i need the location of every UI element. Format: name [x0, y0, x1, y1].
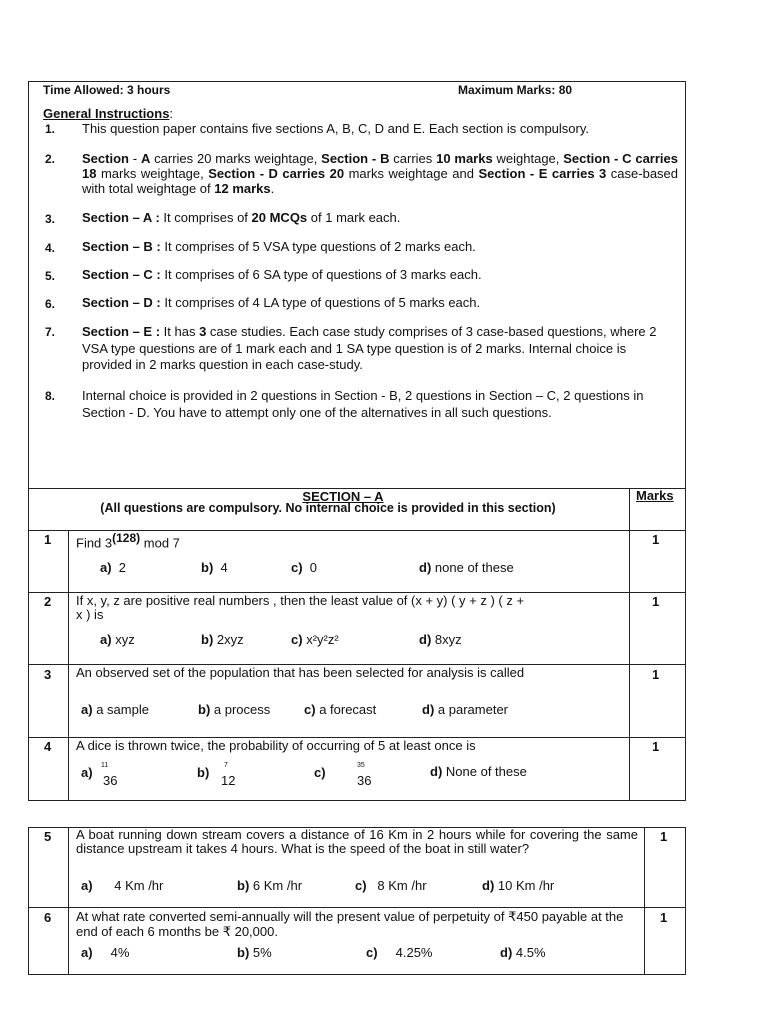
section-title: SECTION – A: [302, 489, 384, 504]
instruction-item-6: Section – D : It comprises of 4 LA type of questions of 5 marks each.: [82, 295, 481, 310]
option-b[interactable]: b) 2xyz: [201, 632, 244, 647]
instruction-number: 7.: [45, 325, 56, 339]
instruction-number: 8.: [45, 389, 56, 403]
divider: [28, 907, 686, 908]
option-d[interactable]: d) 8xyz: [419, 632, 462, 647]
option-b[interactable]: b) 6 Km /hr: [237, 878, 303, 893]
section-subtitle: (All questions are compulsory. No internal choice is provided in this section): [100, 501, 556, 515]
option-c-label[interactable]: c): [314, 765, 326, 780]
question-number: 3: [44, 667, 52, 682]
option-d[interactable]: d) 10 Km /hr: [482, 878, 555, 893]
question-number: 5: [44, 829, 52, 844]
option-c[interactable]: c) a forecast: [304, 702, 377, 717]
instruction-item-3: Section – A : It comprises of 20 MCQs of 1 mark each.: [82, 210, 401, 225]
question-text: A boat running down stream covers a distance of 16 Km in 2 hours while for covering the same distance upstream it takes 4 hours. What is the speed of the boat in still water?: [76, 827, 638, 856]
instructions-heading: General Instructions:: [43, 106, 174, 121]
question-text: A dice is thrown twice, the probability of occurring of 5 at least once is: [76, 738, 476, 753]
text-run: weightage,: [492, 151, 564, 166]
instruction-number: 5.: [45, 269, 56, 283]
option-b[interactable]: b) 4: [201, 560, 228, 575]
text-run: Section - D carries 20: [208, 166, 345, 181]
divider: [629, 488, 630, 801]
option-a[interactable]: a) 4%: [81, 945, 130, 960]
text-run: Section - B: [321, 151, 390, 166]
question-text: If x, y, z are positive real numbers , then the least value of (x + y) ( y + z ) ( z + x ) is: [76, 593, 525, 622]
text-run: Section - E carries 3: [478, 166, 607, 181]
maximum-marks: Maximum Marks: 80: [458, 83, 573, 97]
fraction-denominator: 12: [221, 773, 236, 788]
text-run: -: [128, 151, 141, 166]
option-a[interactable]: a) xyz: [100, 632, 135, 647]
instructions-box: [28, 81, 686, 489]
text-run: carries 20 marks weightage,: [150, 151, 322, 166]
fraction-denominator: 36: [103, 773, 118, 788]
option-b[interactable]: b) a process: [198, 702, 271, 717]
instruction-item-1: This question paper contains five sections A, B, C, D and E. Each section is compulsory.: [82, 121, 590, 136]
fraction-numerator: 11: [101, 762, 109, 769]
divider: [68, 530, 69, 801]
question-marks: 1: [652, 532, 660, 547]
question-marks: 1: [652, 739, 660, 754]
option-a[interactable]: a) a sample: [81, 702, 149, 717]
question-marks: 1: [660, 829, 668, 844]
question-text: Find 3$^{(128)}$ mod 7: [76, 531, 180, 551]
text-run: Section: [82, 151, 129, 166]
text-run: 12 marks: [214, 181, 271, 196]
option-d[interactable]: d) none of these: [419, 560, 514, 575]
instruction-number: 3.: [45, 212, 56, 226]
instruction-item-8: Internal choice is provided in 2 questions in Section - B, 2 questions in Section – C, 2 questions in Section - D. You have to attempt only one of the alternatives in all such questions.: [82, 388, 644, 420]
option-d[interactable]: d) None of these: [430, 764, 527, 779]
question-marks: 1: [652, 594, 660, 609]
text-run: .: [270, 181, 275, 196]
option-d[interactable]: d) 4.5%: [500, 945, 546, 960]
text-run: marks weightage and: [344, 166, 479, 181]
instruction-number: 1.: [45, 122, 56, 136]
marks-header: Marks: [636, 488, 674, 503]
option-c[interactable]: c) 8 Km /hr: [355, 878, 427, 893]
text-run: marks weightage,: [96, 166, 209, 181]
question-number: 6: [44, 910, 52, 925]
question-text: At what rate converted semi-annually will the present value of perpetuity of ₹450 payable at the end of each 6 months be ₹ 20,000.: [76, 909, 624, 939]
instruction-item-5: Section – C : It comprises of 6 SA type of questions of 3 marks each.: [82, 267, 482, 282]
question-number: 2: [44, 594, 52, 609]
text-run: 10 marks: [436, 151, 493, 166]
instruction-item-7: Section – E : It has 3 case studies. Each case study comprises of 3 case-based questions, where 2 VSA type questions are of 1 mark each and 1 SA type question is of 2 marks. Internal choice is provided in 2 marks question in each case-study.: [82, 324, 657, 372]
instruction-number: 4.: [45, 241, 56, 255]
text-run: A: [140, 151, 151, 166]
text-run: Section - C carries 18: [82, 151, 678, 181]
option-c[interactable]: c) 4.25%: [366, 945, 433, 960]
option-d[interactable]: d) a parameter: [422, 702, 508, 717]
fraction-denominator: 36: [357, 773, 372, 788]
instruction-number: 2.: [45, 152, 56, 166]
option-a[interactable]: a) 4 Km /hr: [81, 878, 164, 893]
instruction-item-4: Section – B : It comprises of 5 VSA type questions of 2 marks each.: [82, 239, 476, 254]
question-text: An observed set of the population that has been selected for analysis is called: [76, 665, 525, 680]
option-c[interactable]: c) x²y²z²: [291, 632, 339, 647]
option-b-label[interactable]: b): [197, 765, 210, 780]
time-allowed: Time Allowed: 3 hours: [43, 83, 171, 97]
divider: [68, 827, 69, 975]
question-marks: 1: [660, 910, 668, 925]
option-c[interactable]: c) 0: [291, 560, 318, 575]
question-marks: 1: [652, 667, 660, 682]
fraction-numerator: 7: [224, 762, 228, 769]
fraction-numerator: 35: [357, 762, 365, 769]
option-b[interactable]: b) 5%: [237, 945, 272, 960]
question-number: 4: [44, 739, 52, 754]
divider: [644, 827, 645, 975]
text-run: case-based with total weightage of: [82, 166, 679, 196]
instruction-number: 6.: [45, 297, 56, 311]
text-run: carries: [389, 151, 437, 166]
question-number: 1: [44, 532, 52, 547]
option-a-label[interactable]: a): [81, 765, 93, 780]
instruction-item-2: [82, 151, 678, 196]
option-a[interactable]: a) 2: [100, 560, 127, 575]
